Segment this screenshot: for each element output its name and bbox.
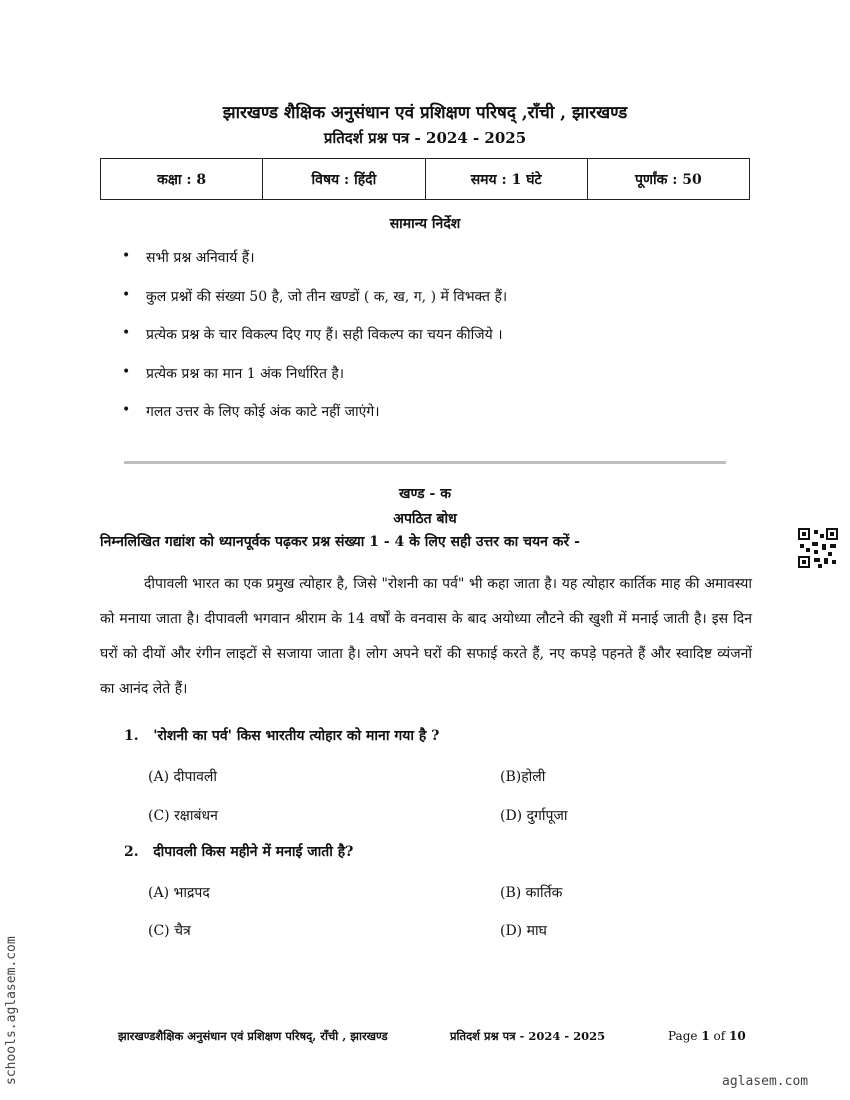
option-d: (D) माघ bbox=[500, 923, 547, 939]
bottom-watermark: aglasem.com bbox=[722, 1074, 809, 1089]
qr-code-icon bbox=[798, 528, 838, 568]
instruction-text: गलत उत्तर के लिए कोई अंक काटे नहीं जाएंगे। bbox=[146, 404, 380, 420]
section-title: खण्ड - क bbox=[399, 486, 451, 502]
option-a: (A) भाद्रपद bbox=[148, 885, 210, 901]
instruction-item bbox=[122, 325, 762, 364]
page-number bbox=[668, 1029, 746, 1043]
bullet-icon: • bbox=[122, 248, 131, 264]
instructions-heading: सामान्य निर्देश bbox=[389, 216, 461, 232]
exam-info-table bbox=[100, 158, 750, 200]
question-1 bbox=[124, 726, 439, 745]
question-2 bbox=[124, 842, 353, 861]
marks-cell: पूर्णांक : 50 bbox=[587, 159, 749, 200]
page-prefix: Page bbox=[668, 1029, 698, 1043]
section-instruction: निम्नलिखित गद्यांश को ध्यानपूर्वक पढ़कर प्रश्न संख्या 1 - 4 के लिए सही उत्तर का चयन करें - bbox=[100, 534, 580, 550]
instructions-list bbox=[122, 248, 762, 441]
bullet-icon: • bbox=[122, 363, 131, 380]
option-d: (D) दुर्गापूजा bbox=[500, 808, 568, 824]
question-text: 'रोशनी का पर्व' किस भारतीय त्योहार को माना गया है ? bbox=[153, 728, 440, 744]
instruction-text: कुल प्रश्नों की संख्या 50 है, जो तीन खण्डों ( क, ख, ग, ) में विभक्त हैं। bbox=[146, 288, 508, 305]
bullet-icon: • bbox=[122, 325, 131, 341]
page-subtitle: प्रतिदर्श प्रश्न पत्र - 2024 - 2025 bbox=[323, 129, 527, 147]
question-text: दीपावली किस महीने में मनाई जाती है? bbox=[153, 844, 354, 860]
instruction-item bbox=[122, 364, 762, 403]
page-sep: of bbox=[713, 1029, 726, 1043]
footer-institution: झारखण्डशैक्षिक अनुसंधान एवं प्रशिक्षण परिषद्, राँची , झारखण्ड bbox=[118, 1029, 388, 1043]
footer-paper: प्रतिदर्श प्रश्न पत्र - 2024 - 2025 bbox=[450, 1029, 606, 1043]
passage-text: दीपावली भारत का एक प्रमुख त्योहार है, जिसे "रोशनी का पर्व" भी कहा जाता है। यह त्योहार कार्तिक माह की अमावस्या को मनाया जाता है। दीपावली भगवान श्रीराम के 14 वर्षों के वनवास के बाद अयोध्या लौटने की खुशी में मनाई जाती है। इस दिन घरों को दीयों और रंगीन लाइटों से सजाया जाता है। लोग अपने घरों की सफाई करते हैं, नए कपड़े पहनते हैं और स्वादिष्ट व्यंजनों का आनंद लेते हैं। bbox=[100, 576, 752, 697]
instruction-text: प्रत्येक प्रश्न के चार विकल्प दिए गए हैं। सही विकल्प का चयन कीजिये । bbox=[146, 327, 503, 343]
section-divider bbox=[124, 461, 726, 464]
page-title: झारखण्ड शैक्षिक अनुसंधान एवं प्रशिक्षण परिषद् ,राँची , झारखण्ड bbox=[222, 103, 628, 123]
time-cell: समय : 1 घंटे bbox=[425, 159, 587, 200]
side-watermark: schools.aglasem.com bbox=[4, 936, 19, 1085]
option-c: (C) रक्षाबंधन bbox=[148, 808, 218, 824]
bullet-icon: • bbox=[122, 286, 131, 303]
exam-info-row bbox=[101, 159, 750, 200]
instruction-item bbox=[122, 287, 762, 326]
section-subtitle: अपठित बोध bbox=[393, 511, 457, 527]
page-total: 10 bbox=[729, 1029, 746, 1043]
page-current: 1 bbox=[701, 1029, 710, 1043]
subject-cell: विषय : हिंदी bbox=[263, 159, 425, 200]
option-b: (B)होली bbox=[500, 769, 546, 785]
option-c: (C) चैत्र bbox=[148, 923, 191, 939]
option-a: (A) दीपावली bbox=[148, 769, 218, 785]
class-cell: कक्षा : 8 bbox=[101, 159, 263, 200]
option-b: (B) कार्तिक bbox=[500, 885, 563, 901]
question-number: 1. bbox=[124, 728, 139, 744]
bullet-icon: • bbox=[122, 402, 131, 418]
instruction-text: प्रत्येक प्रश्न का मान 1 अंक निर्धारित है। bbox=[146, 365, 345, 382]
question-number: 2. bbox=[124, 844, 139, 860]
instruction-item bbox=[122, 248, 762, 287]
instruction-text: सभी प्रश्न अनिवार्य हैं। bbox=[146, 250, 255, 266]
instruction-item bbox=[122, 402, 762, 441]
